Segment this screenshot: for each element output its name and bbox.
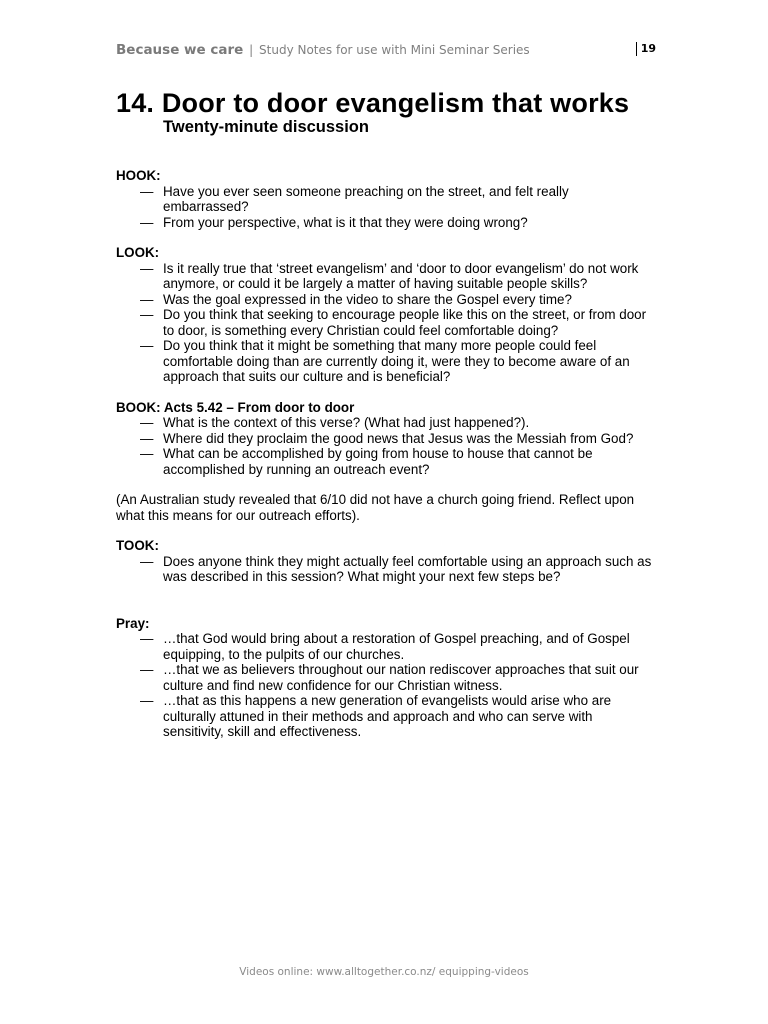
section-label: TOOK:	[116, 538, 159, 553]
dash-bullet: —	[140, 291, 154, 307]
section-label: HOOK:	[116, 168, 161, 183]
page-number: 19	[636, 42, 656, 56]
item-text: What can be accomplished by going from house to house that cannot be accomplished by running an outreach event?	[163, 446, 593, 477]
item-text: …that God would bring about a restoration of Gospel preaching, and of Gospel equipping, to the pulpits of our churches.	[163, 631, 630, 662]
item-text: What is the context of this verse? (What had just happened?).	[163, 415, 530, 430]
dash-bullet: —	[140, 307, 154, 322]
dash-bullet: —	[140, 446, 154, 461]
question-list	[116, 184, 656, 231]
spacer	[116, 600, 656, 616]
header-subtitle: Study Notes for use with Mini Seminar Series	[259, 43, 530, 57]
item-text: Where did they proclaim the good news that Jesus was the Messiah from God?	[163, 430, 634, 446]
dash-bullet: —	[140, 338, 154, 353]
list-item	[116, 662, 656, 693]
item-text: Was the goal expressed in the video to share the Gospel every time?	[163, 291, 572, 307]
header-brand: Because we care	[116, 42, 244, 58]
list-item	[116, 215, 656, 231]
dash-bullet: —	[140, 430, 154, 446]
book-section	[116, 400, 656, 478]
list-item	[116, 446, 656, 477]
dash-bullet: —	[140, 415, 154, 430]
list-item	[116, 184, 656, 215]
look-section	[116, 245, 656, 385]
dash-bullet: —	[140, 693, 154, 708]
question-list	[116, 261, 656, 385]
item-text: Have you ever seen someone preaching on the street, and felt really embarrassed?	[163, 183, 569, 214]
pray-section	[116, 616, 656, 740]
section-label: Pray:	[116, 615, 150, 631]
prayer-list	[116, 631, 656, 740]
study-note: (An Australian study revealed that 6/10 did not have a church going friend. Reflect upon what this means for our outreach efforts).	[116, 492, 635, 523]
dash-bullet: —	[140, 662, 154, 677]
page-subtitle: Twenty-minute discussion	[163, 118, 369, 136]
item-text: Do you think that seeking to encourage people like this on the street, or from door to door, is something every Christian could feel comfortable doing?	[163, 307, 647, 338]
discussion-content	[116, 168, 656, 755]
question-list	[116, 415, 656, 477]
list-item	[116, 693, 656, 740]
list-item	[116, 292, 656, 308]
list-item	[116, 415, 656, 431]
dash-bullet: —	[140, 214, 154, 230]
section-label: LOOK:	[116, 245, 160, 260]
header-separator: |	[249, 43, 254, 57]
item-text: …that we as believers throughout our nation rediscover approaches that suit our culture and find new confidence for our Christian witness.	[163, 662, 639, 693]
item-text: From your perspective, what is it that they were doing wrong?	[163, 214, 528, 230]
list-item	[116, 338, 656, 385]
dash-bullet: —	[140, 260, 154, 276]
dash-bullet: —	[140, 183, 154, 199]
list-item	[116, 631, 656, 662]
item-text: Is it really true that ‘street evangelism’ and ‘door to door evangelism’ do not work anymore, or could it be largely a matter of having suitable people skills?	[163, 260, 639, 291]
list-item	[116, 307, 656, 338]
list-item	[116, 554, 656, 585]
took-section	[116, 538, 656, 585]
hook-section	[116, 168, 656, 230]
dash-bullet: —	[140, 553, 154, 569]
dash-bullet: —	[140, 631, 154, 646]
page-footer: Videos online: www.alltogether.co.nz/ equipping-videos	[239, 966, 529, 978]
question-list	[116, 554, 656, 585]
item-text: Does anyone think they might actually feel comfortable using an approach such as was described in this session? What might your next few steps be?	[163, 553, 652, 584]
running-header	[116, 42, 656, 64]
page-title: 14. Door to door evangelism that works	[116, 88, 630, 118]
list-item	[116, 261, 656, 292]
item-text: Do you think that it might be something that many more people could feel comfortable doing than are currently doing it, were they to become aware of an approach that suits our culture and is beneficial?	[163, 338, 630, 384]
section-label: BOOK: Acts 5.42 – From door to door	[116, 399, 355, 415]
list-item	[116, 431, 656, 447]
item-text: …that as this happens a new generation of evangelists would arise who are culturally attuned in their methods and approach and who can serve with sensitivity, skill and effectiveness.	[163, 693, 612, 739]
